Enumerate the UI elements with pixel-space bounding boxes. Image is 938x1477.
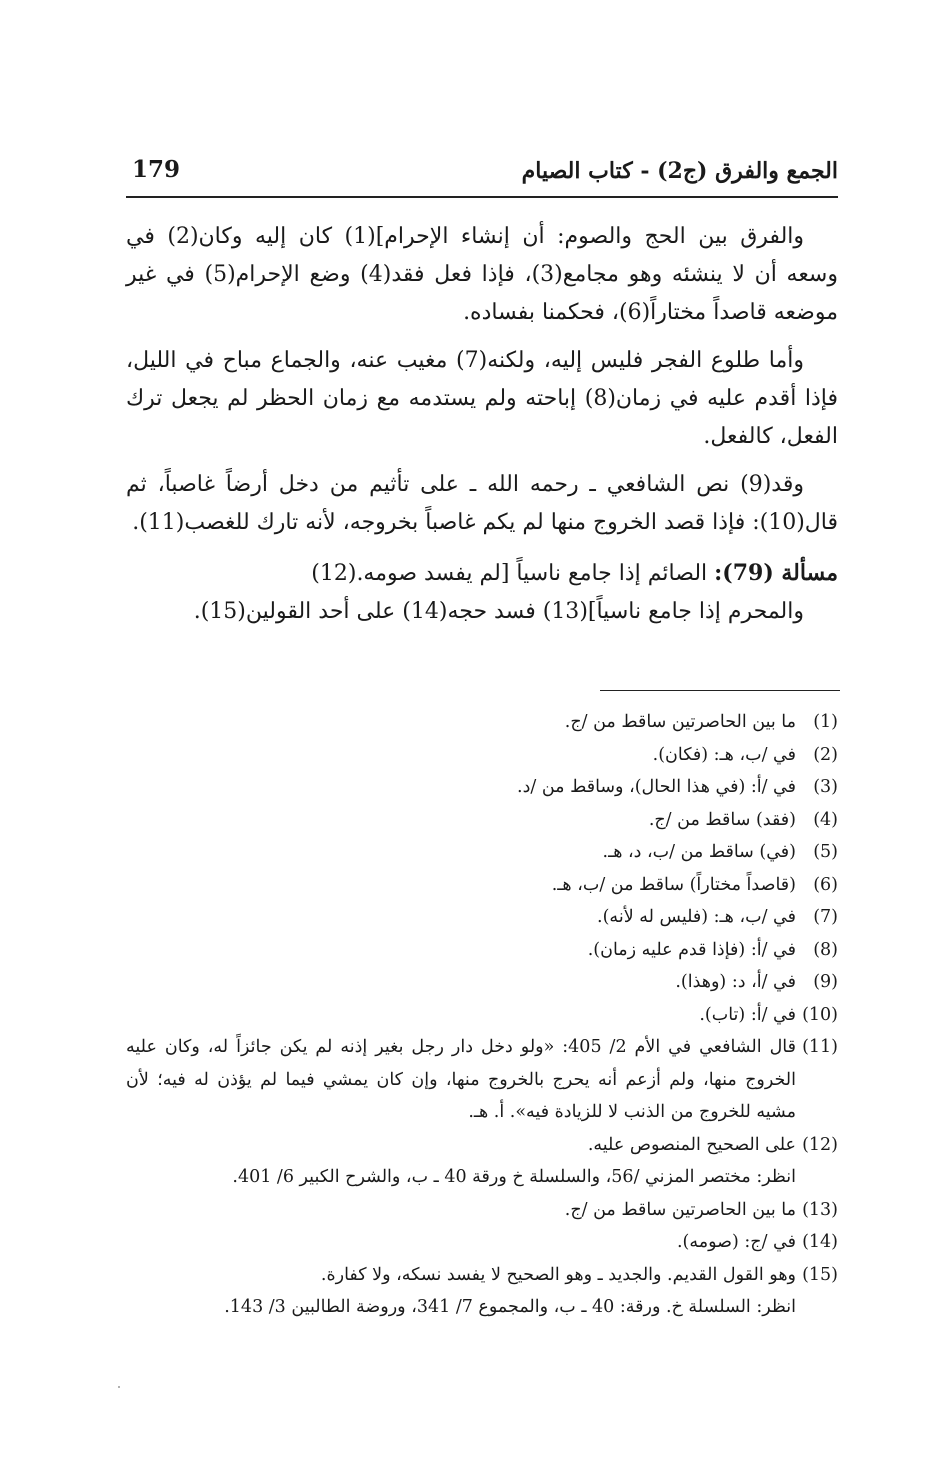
footnote: [126, 1129, 838, 1194]
footnote-number: (6): [813, 874, 838, 895]
page-number: 179: [132, 156, 181, 183]
footnote-number: (5): [813, 842, 838, 862]
main-text: [126, 218, 838, 641]
footnote: [126, 739, 838, 772]
footnote-text: في /أ، د: (وهذا).: [675, 972, 796, 992]
footnote-number: (9): [813, 972, 838, 992]
issue-statement: [126, 554, 838, 593]
footnote-text: (في) ساقط من /ب، د، هـ.: [602, 842, 796, 862]
footnote-divider: [600, 690, 840, 691]
footnote-number: (8): [813, 939, 838, 960]
running-header: [126, 150, 838, 198]
footnote: [126, 1226, 838, 1259]
issue-label: مسألة (79):: [714, 560, 838, 586]
paragraph: وأما طلوع الفجر فليس إليه، ولكنه(7) مغيب عنه، والجماع مباح في الليل، فإذا أقدم عليه في زمان(8) إباحته ولم يستدمه مع زمان الحظر لم يجعل ترك الفعل، كالفعل.: [126, 348, 838, 449]
footnote-text: في /ب، هـ: (فليس له لأنه).: [597, 907, 796, 927]
footnote: [126, 771, 838, 804]
footnote-text: في /أ: (في هذا الحال)، وساقط من /د.: [517, 777, 796, 797]
footnote: [126, 706, 838, 739]
footnote-number: (3): [813, 777, 838, 797]
footnote-text: قال الشافعي في الأم 2/ 405: «ولو دخل دار رجل بغير إذنه لم يكن جائزاً له، وكان عليه الخروج منها، ولم أزعم أنه يحرج بالخروج منها، وإن كان يمشي فيما لم يؤذن له فيه؛ لأن مشيه للخروج من الذنب لا للزيادة فيه». أ. هـ.: [126, 1037, 796, 1122]
footnote: [126, 869, 838, 902]
footnote: [126, 1031, 838, 1129]
footnote-reference: انظر: مختصر المزني /56، والسلسلة خ ورقة 40 ـ ب، والشرح الكبير 6/ 401.: [232, 1167, 796, 1187]
footnote-body: [126, 1129, 796, 1194]
footnote: [126, 901, 838, 934]
running-title: الجمع والفرق (ج2) - كتاب الصيام: [521, 158, 838, 184]
footnote-text: وهو القول القديم. والجديد ـ وهو الصحيح لا يفسد نسكه، ولا كفارة.: [320, 1264, 796, 1285]
footnote-number: (14): [802, 1232, 838, 1252]
footnote: [126, 966, 838, 999]
footnote: [126, 804, 838, 837]
footnotes: [126, 706, 838, 1324]
footnote: [126, 836, 838, 869]
footnote: [126, 999, 838, 1032]
footnote-text: (قاصداً مختاراً) ساقط من /ب، هـ.: [551, 874, 796, 895]
issue-line-2: والمحرم إذا جامع ناسياً](13) فسد حجه(14) على أحد القولين(15).: [193, 599, 804, 624]
footnote-reference: انظر: السلسلة خ. ورقة: 40 ـ ب، والمجموع 7/ 341، وروضة الطالبين 3/ 143.: [224, 1297, 796, 1317]
footnote-text: ما بين الحاصرتين ساقط من /ج.: [564, 1199, 796, 1220]
footnote-number: (1): [813, 712, 838, 732]
paragraph: وقد(9) نص الشافعي ـ رحمه الله ـ على تأثيم من دخل أرضاً غاصباً، ثم قال(10): فإذا قصد الخروج منها لم يكم غاصباً بخروجه، لأنه تارك للغصب(11).: [126, 472, 838, 535]
scan-speck: [118, 1386, 120, 1388]
issue-line-1: الصائم إذا جامع ناسياً [لم يفسد صومه.(12): [311, 561, 715, 586]
footnote-text: في /أ: (تاب).: [699, 1004, 796, 1025]
footnote-number: (4): [813, 809, 838, 830]
footnote-body: [126, 1259, 796, 1324]
paragraph: والفرق بين الحج والصوم: أن إنشاء الإحرام](1) كان إليه وكان(2) في وسعه أن لا ينشئه وهو مجامع(3)، فإذا فعل فقد(4) وضع الإحرام(5) في غير موضعه قاصداً مختاراً(6)، فحكمنا بفساده.: [126, 224, 838, 325]
footnote-number: (12): [802, 1134, 838, 1155]
footnote: [126, 934, 838, 967]
footnote-text: في /أ: (فإذا قدم عليه زمان).: [587, 939, 796, 960]
footnote-text: (فقد) ساقط من /ج.: [648, 809, 796, 830]
footnote-number: (10): [802, 1004, 838, 1025]
footnote: [126, 1259, 838, 1324]
footnote: [126, 1194, 838, 1227]
footnote-number: (13): [802, 1199, 838, 1220]
footnote-text: في /ب، هـ: (فكان).: [652, 744, 796, 765]
footnote-text: على الصحيح المنصوص عليه.: [587, 1134, 796, 1155]
footnote-number: (11): [802, 1037, 838, 1057]
footnote-text: ما بين الحاصرتين ساقط من /ج.: [564, 712, 796, 732]
footnote-text: في /ج: (صومه).: [676, 1232, 796, 1252]
footnote-number: (15): [802, 1264, 838, 1285]
footnote-number: (2): [813, 744, 838, 765]
footnote-number: (7): [813, 907, 838, 927]
